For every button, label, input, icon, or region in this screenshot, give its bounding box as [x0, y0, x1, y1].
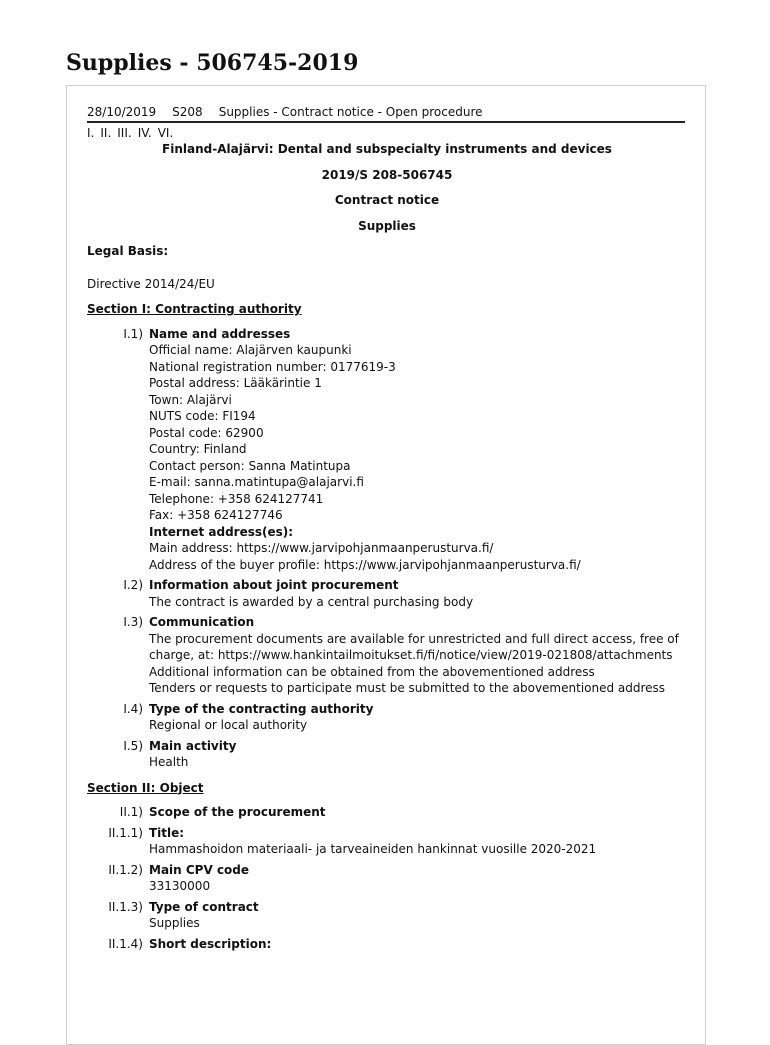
telephone: Telephone: +358 624127741 — [149, 491, 324, 506]
item-body — [149, 899, 687, 932]
postal-code: Postal code: 62900 — [149, 425, 264, 440]
item-title: Type of contract — [149, 899, 259, 914]
item-text: 33130000 — [149, 879, 211, 893]
additional-info-text: Additional information can be obtained from the abovementioned address — [149, 664, 595, 679]
item-title: Main CPV code — [149, 862, 250, 877]
item-ii-1-3 — [87, 899, 687, 932]
item-number: I.1) — [123, 326, 143, 341]
nuts-code: NUTS code: FI194 — [149, 409, 256, 423]
official-name: Official name: Alajärven kaupunki — [149, 343, 352, 357]
item-title: Scope of the procurement — [149, 805, 326, 819]
nav-link-section-3[interactable]: III. — [117, 125, 132, 140]
nav-link-section-2[interactable]: II. — [100, 125, 112, 140]
item-i-5 — [87, 738, 687, 771]
item-i-2 — [87, 577, 687, 610]
item-title: Main activity — [149, 738, 237, 753]
item-number: I.2) — [123, 578, 143, 592]
section-nav — [87, 125, 687, 142]
registration-number: National registration number: 0177619-3 — [149, 359, 396, 374]
item-i-1 — [87, 326, 687, 574]
notice-series: S208 — [172, 105, 203, 119]
item-body — [149, 701, 687, 734]
item-number: II.1.4) — [108, 936, 143, 951]
contact-person: Contact person: Sanna Matintupa — [149, 458, 351, 473]
procurement-documents-text[interactable]: The procurement documents are available for unrestricted and full direct access, free of charge, at: https://www.hankintailmoitukset.fi/fi/notice/view/2019-021808/attachments — [149, 631, 679, 662]
item-ii-1-4 — [87, 936, 687, 953]
item-ii-1 — [87, 804, 687, 821]
main-address-link[interactable]: Main address: https://www.jarvipohjanmaanperusturva.fi/ — [149, 541, 494, 555]
item-body — [149, 614, 687, 697]
notice-content — [87, 104, 687, 952]
notice-kind: Contract notice — [334, 193, 440, 207]
page-title: Supplies - 506745-2019 — [66, 50, 359, 76]
item-number: I.5) — [123, 738, 143, 753]
item-i-4 — [87, 701, 687, 734]
nav-link-section-4[interactable]: IV. — [137, 125, 152, 140]
item-title: Short description: — [149, 936, 272, 951]
item-title: Title: — [149, 825, 185, 840]
item-number: I.4) — [123, 701, 143, 716]
item-text: The contract is awarded by a central purchasing body — [149, 594, 474, 609]
item-text: Regional or local authority — [149, 718, 308, 732]
postal-address: Postal address: Lääkärintie 1 — [149, 376, 322, 390]
nav-link-section-6[interactable]: VI. — [157, 125, 174, 140]
item-text: Health — [149, 755, 189, 769]
notice-number: 2019/S 208-506745 — [321, 167, 453, 182]
section-2-heading: Section II: Object — [87, 780, 204, 795]
item-ii-1-1 — [87, 825, 687, 858]
item-body — [149, 804, 687, 821]
notice-category: Supplies — [358, 218, 416, 233]
email: E-mail: sanna.matintupa@alajarvi.fi — [149, 475, 364, 489]
notice-header — [87, 104, 685, 123]
item-body — [149, 825, 687, 858]
section-1-heading: Section I: Contracting authority — [87, 302, 302, 316]
item-title: Communication — [149, 615, 255, 629]
submission-text: Tenders or requests to participate must be submitted to the abovementioned address — [149, 681, 666, 695]
buyer-profile-link[interactable]: Address of the buyer profile: https://www.jarvipohjanmaanperusturva.fi/ — [149, 557, 581, 572]
item-number: I.3) — [123, 615, 143, 629]
item-i-3 — [87, 614, 687, 697]
town: Town: Alajärvi — [149, 392, 232, 407]
item-text: Hammashoidon materiaali- ja tarveaineiden hankinnat vuosille 2020-2021 — [149, 842, 597, 856]
item-text: Supplies — [149, 916, 200, 930]
item-number: II.1.1) — [108, 825, 143, 840]
item-title: Name and addresses — [149, 326, 291, 341]
item-body — [149, 738, 687, 771]
item-number: II.1.2) — [108, 862, 143, 877]
item-number: II.1.3) — [108, 899, 143, 914]
nav-link-section-1[interactable]: I. — [87, 125, 95, 140]
item-body — [149, 577, 687, 610]
country: Country: Finland — [149, 442, 247, 456]
item-ii-1-2 — [87, 862, 687, 895]
item-number: II.1) — [119, 805, 143, 819]
item-title: Type of the contracting authority — [149, 701, 374, 716]
legal-basis-label: Legal Basis: — [87, 244, 169, 258]
notice-type: Supplies - Contract notice - Open procedure — [218, 105, 483, 119]
item-body — [149, 936, 687, 953]
item-title: Information about joint procurement — [149, 578, 399, 592]
notice-subject: Finland-Alajärvi: Dental and subspecialty instruments and devices — [162, 142, 612, 156]
item-body — [149, 862, 687, 895]
item-body — [149, 326, 687, 574]
notice-date: 28/10/2019 — [87, 105, 157, 119]
legal-basis-value: Directive 2014/24/EU — [87, 276, 215, 291]
fax: Fax: +358 624127746 — [149, 508, 283, 522]
internet-addresses-label: Internet address(es): — [149, 524, 294, 539]
